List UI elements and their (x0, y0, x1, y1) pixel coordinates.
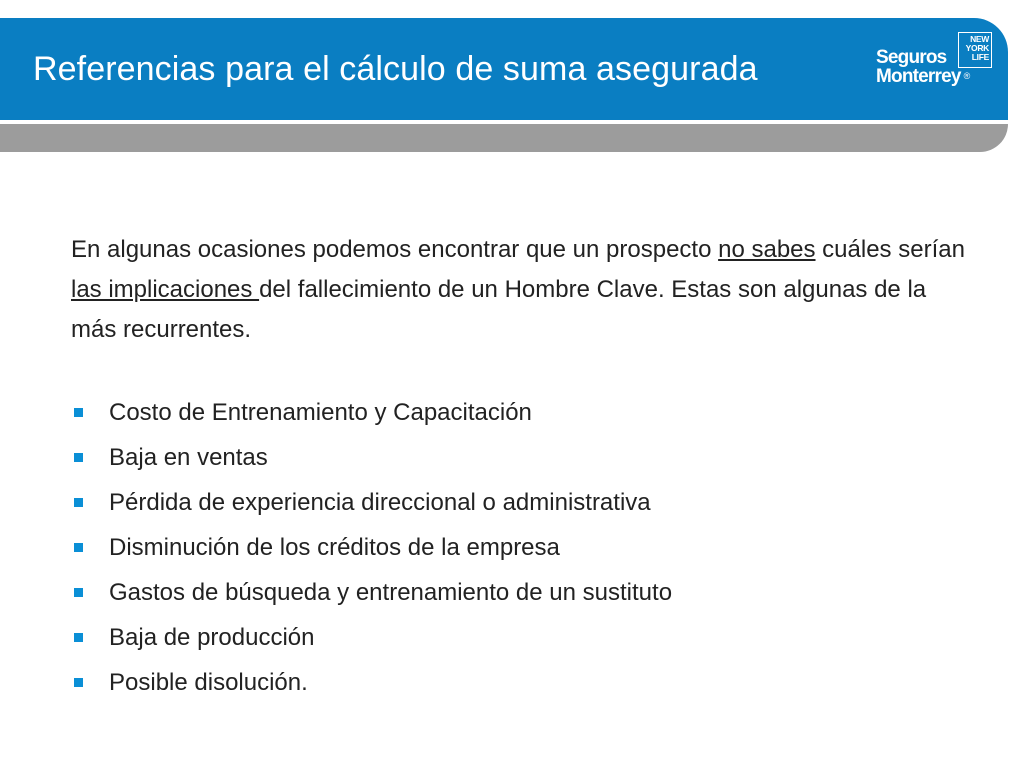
list-item-label: Costo de Entrenamiento y Capacitación (109, 399, 532, 426)
list-item (71, 525, 672, 570)
intro-text-2: cuáles serían (815, 236, 965, 263)
list-item-label: Posible disolución. (109, 669, 308, 696)
intro-text-1: En algunas ocasiones podemos encontrar que un prospecto (71, 236, 719, 263)
list-item (71, 570, 672, 615)
new-york-life-logo-box (958, 32, 992, 68)
square-bullet-icon (74, 678, 83, 687)
square-bullet-icon (74, 408, 83, 417)
square-bullet-icon (74, 588, 83, 597)
seguros-monterrey-logo (876, 30, 994, 100)
list-item-label: Baja de producción (109, 624, 315, 651)
square-bullet-icon (74, 543, 83, 552)
list-item (71, 480, 672, 525)
intro-text-3: del fallecimiento de un Hombre Clave. Estas son algunas de la más recurrentes. (71, 276, 927, 343)
logo-line2: Monterrey (876, 66, 961, 87)
intro-underline-2: las implicaciones (71, 276, 260, 303)
intro-underline-1: no sabes (718, 236, 816, 263)
logo-line1: Seguros (876, 47, 947, 68)
list-item-label: Disminución de los créditos de la empresa (109, 534, 560, 561)
square-bullet-icon (74, 633, 83, 642)
list-item-label: Gastos de búsqueda y entrenamiento de un sustituto (109, 579, 673, 606)
list-item-label: Pérdida de experiencia direccional o administrativa (109, 489, 651, 516)
square-bullet-icon (74, 453, 83, 462)
square-bullet-icon (74, 498, 83, 507)
logo-box-line3: LIFE (971, 52, 989, 62)
slide-title: Referencias para el cálculo de suma asegurada (33, 50, 758, 88)
list-item-label: Baja en ventas (109, 444, 268, 471)
list-item (71, 390, 672, 435)
logo-line2-wrap (876, 67, 970, 86)
logo-wordmark (876, 48, 970, 86)
list-item (71, 615, 672, 660)
logo-box-line2: YORK (965, 43, 989, 53)
logo-registered-mark: ® (963, 71, 970, 81)
list-item (71, 660, 672, 705)
list-item (71, 435, 672, 480)
intro-paragraph (71, 230, 971, 350)
logo-box-line1: NEW (970, 34, 989, 44)
header-gray-band (0, 124, 1008, 152)
bullet-list (71, 390, 672, 705)
